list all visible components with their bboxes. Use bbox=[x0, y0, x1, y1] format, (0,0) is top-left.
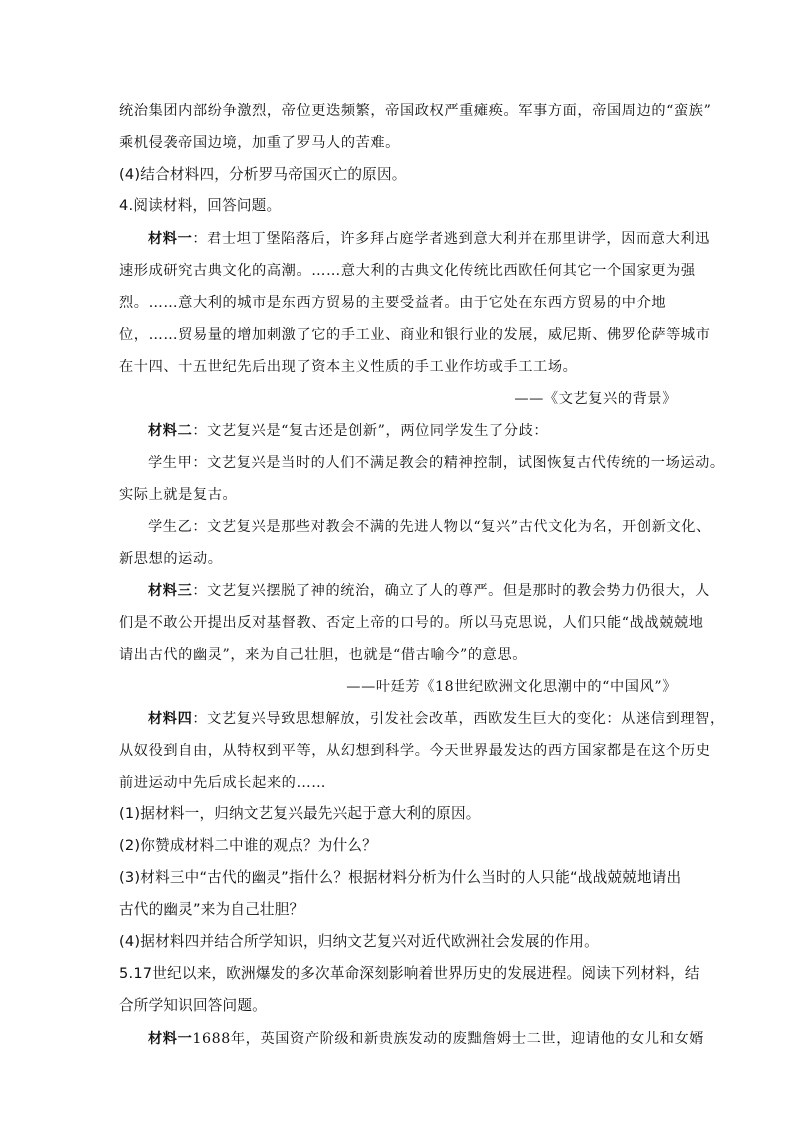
text-line: 统治集团内部纷争激烈，帝位更迭频繁，帝国政权严重瘫痪。军事方面，帝国周边的“蛮族” bbox=[119, 103, 712, 119]
text-line: 在十四、十五世纪先后出现了资本主义性质的手工业作坊或手工工场。 bbox=[119, 359, 578, 375]
material-label: 材料二 bbox=[148, 423, 193, 439]
material-label: 材料一 bbox=[148, 1031, 193, 1047]
material-1-line bbox=[148, 228, 710, 248]
text-line: 们是不敢公开提出反对基督教、否定上帝的口号的。所以马克思说，人们只能“战战兢兢地 bbox=[119, 615, 704, 631]
question-heading-4: 4.阅读材料，回答问题。 bbox=[119, 197, 282, 214]
question-heading-5: 5.17世纪以来，欧洲爆发的多次革命深刻影响着世界历史的发展进程。阅读下列材料，结 bbox=[119, 965, 700, 982]
sub-question-1: (1)据材料一，归纳文艺复兴最先兴起于意大利的原因。 bbox=[119, 805, 481, 822]
text-line: 学生甲：文艺复兴是当时的人们不满足教会的精神控制，试图恢复古代传统的一场运动。 bbox=[148, 455, 725, 471]
material-3-line bbox=[148, 580, 710, 600]
text-line: 速形成研究古典文化的高潮。……意大利的古典文化传统比西欧任何其它一个国家更为强 bbox=[119, 263, 696, 279]
material-label: 材料三 bbox=[148, 583, 193, 599]
sub-question-4: (4)据材料四并结合所学知识，归纳文艺复兴对近代欧洲社会发展的作用。 bbox=[119, 933, 599, 950]
text-line: 新思想的运动。 bbox=[119, 551, 223, 567]
sub-question-3-cont: 古代的幽灵”来为自己壮胆？ bbox=[119, 901, 305, 918]
text-line: 请出古代的幽灵”，来为自己壮胆，也就是“借古喻今”的意思。 bbox=[119, 647, 528, 663]
text-line: 前进运动中先后成长起来的…… bbox=[119, 775, 327, 791]
sub-question-2: (2)你赞成材料二中谁的观点？为什么？ bbox=[119, 837, 377, 854]
sub-question-3: (3)材料三中“古代的幽灵”指什么？根据材料分析为什么当时的人只能“战战兢兢地请出 bbox=[119, 869, 682, 886]
text-line: 学生乙：文艺复兴是那些对教会不满的先进人物以“复兴”古代文化为名，开创新文化、 bbox=[148, 519, 711, 535]
text-line: 乘机侵袭帝国边境，加重了罗马人的苦难。 bbox=[119, 135, 400, 151]
question-heading-5-cont: 合所学知识回答问题。 bbox=[119, 997, 267, 1014]
question-4-of-material: (4)结合材料四，分析罗马帝国灭亡的原因。 bbox=[119, 166, 407, 183]
material-text: ：文艺复兴是“复古还是创新”，两位同学发生了分歧： bbox=[192, 423, 549, 439]
material-label: 材料一 bbox=[148, 231, 193, 247]
material-text: ：君士坦丁堡陷落后，许多拜占庭学者逃到意大利并在那里讲学，因而意大利迅 bbox=[192, 231, 710, 247]
material-2-line bbox=[148, 420, 548, 440]
source-citation: ——叶廷芳《18世纪欧洲文化思潮中的“中国风”》 bbox=[346, 679, 677, 695]
source-citation: ——《文艺复兴的背景》 bbox=[514, 391, 677, 407]
text-line: 从奴役到自由，从特权到平等，从幻想到科学。今天世界最发达的西方国家都是在这个历史 bbox=[119, 743, 711, 759]
material-text: ：文艺复兴导致思想解放，引发社会改革，西欧发生巨大的变化：从迷信到理智， bbox=[192, 711, 725, 727]
text-line: 实际上就是复古。 bbox=[119, 487, 238, 503]
text-line: 烈。……意大利的城市是东西方贸易的主要受益者。由于它处在东西方贸易的中介地 bbox=[119, 295, 667, 311]
material-text: 1688年，英国资产阶级和新贵族发动的废黜詹姆士二世，迎请他的女儿和女婿 bbox=[192, 1031, 705, 1047]
text-line: 位，……贸易量的增加刺激了它的手工业、商业和银行业的发展，威尼斯、佛罗伦萨等城市 bbox=[119, 327, 711, 343]
material-label: 材料四 bbox=[148, 711, 193, 727]
material-text: ：文艺复兴摆脱了神的统治，确立了人的尊严。但是那时的教会势力仍很大，人 bbox=[192, 583, 710, 599]
material-4-line bbox=[148, 708, 725, 728]
material-1-line-q5 bbox=[148, 1028, 704, 1048]
